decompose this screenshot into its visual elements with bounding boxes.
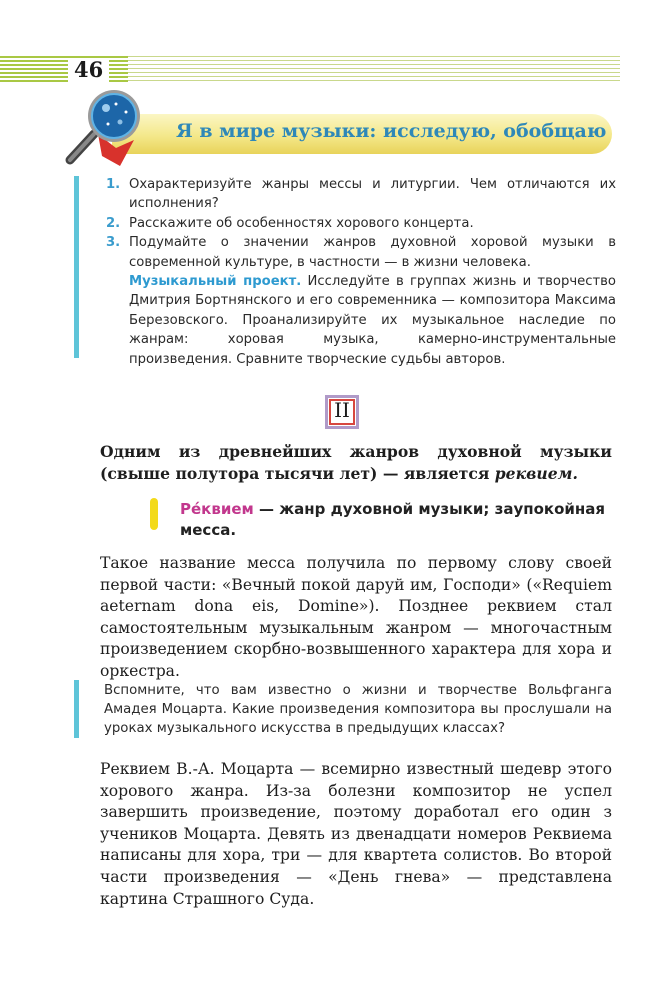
definition-marker [150, 498, 158, 530]
questions-block [104, 175, 616, 369]
intro-term: реквием. [494, 463, 578, 483]
header-stripes-light [128, 56, 620, 82]
intro-paragraph: Одним из древнейших жанров духовной музыки (свыше полутора тысячи лет) — является реквием. [100, 442, 612, 483]
mozart-paragraph: Реквием В.-А. Моцарта — всемирно известный шедевр этого хорового жанра. Из-за болезни композитор не успел завершить произведение, поэтому доработал его один з учеников Моцарта. Девять из двенадцати номеров Реквиема написаны для хора, три — для квартета солистов. Во второй части произведения — «День гнева» — представлена картина Страшного Суда. [100, 760, 612, 908]
question-item: 3. Подумайте о значении жанров духовной хоровой музыки в современной культуре, в частности — в жизни человека. [106, 235, 616, 270]
magnifier-icon [58, 86, 154, 168]
question-item: 1. Охарактеризуйте жанры мессы и литургии. Чем отличаются их исполнения? [106, 177, 616, 212]
question2: Вспомните, что вам известно о жизни и творчестве Вольфганга Амадея Моцарта. Какие произведения композитора вы прослушали на уроках музыкального искусства в предыдущих классах? [104, 683, 612, 737]
questions-accent-bar [74, 176, 79, 358]
section-title: Я в мире музыки: исследую, обобщаю [176, 120, 607, 142]
requiem-paragraph: Такое название месса получила по первому слову своей первой части: «Вечный покой даруй им, Господи» («Requiem aeternam dona eis, Domine»). Позднее реквием стал самостоятельным музыкальным жанром — многочастным произведением скорбно-возвышенного характера для хора и оркестра. [100, 554, 612, 680]
question2-accent-bar [74, 680, 79, 738]
question-item: 2. Расскажите об особенностях хорового концерта. [106, 215, 474, 231]
page-number: 46 [68, 58, 109, 82]
definition: Ре́квием — жанр духовной музыки; заупокойная месса. [180, 500, 606, 539]
project-label: Музыкальный проект. [129, 274, 302, 290]
music-project: Музыкальный проект. Исследуйте в группах жизнь и творчество Дмитрия Бортнянского и его современника — композитора Максима Березовского. Проанализируйте их музыкальное наследие по жанрам: хоровая музыка, камерно-инструментальные произведения. Сравните творческие судьбы авторов. [129, 274, 616, 367]
definition-term: Ре́квием [180, 500, 254, 518]
section-number: II [325, 395, 359, 429]
